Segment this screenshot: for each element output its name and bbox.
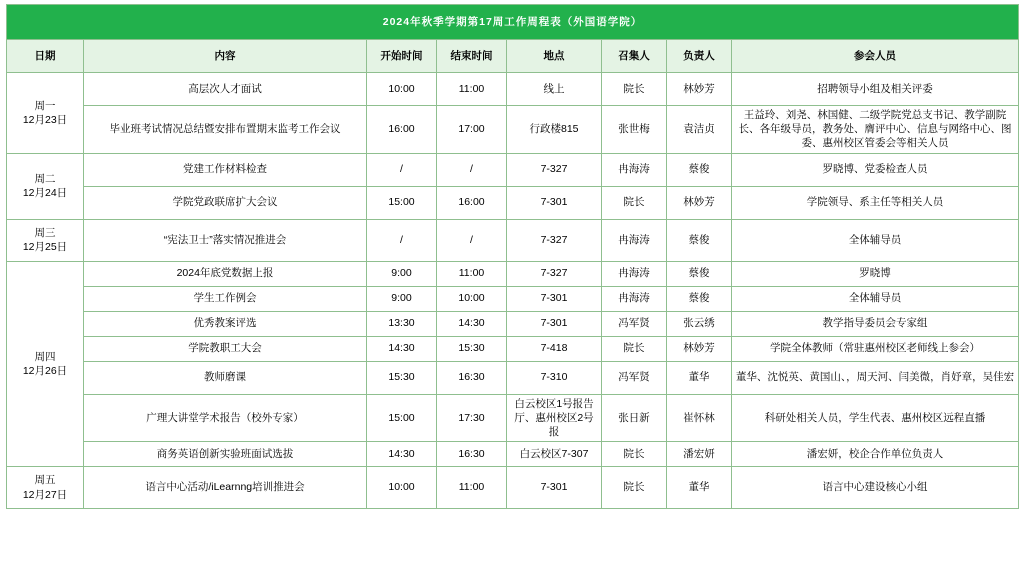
start-time-cell: 15:30: [367, 361, 437, 394]
place-cell: 白云校区1号报告厅、惠州校区2号报: [507, 394, 602, 442]
date-day: 12月24日: [22, 187, 68, 200]
content-cell: 党建工作材料检查: [84, 153, 367, 186]
date-day: 12月26日: [22, 364, 68, 377]
start-time-cell: 9:00: [367, 261, 437, 286]
owner-cell: 张云绣: [667, 311, 732, 336]
owner-cell: 蔡俊: [667, 219, 732, 261]
convener-cell: 冉海涛: [602, 153, 667, 186]
place-cell: 7-301: [507, 286, 602, 311]
title-row: [7, 5, 1019, 40]
content-cell: 广理大讲堂学术报告（校外专家）: [84, 394, 367, 442]
owner-cell: 林妙芳: [667, 186, 732, 219]
content-cell: 2024年底党数据上报: [84, 261, 367, 286]
attendees-cell: 潘宏妍，校企合作单位负责人: [732, 442, 1019, 467]
attendees-cell: 全体辅导员: [732, 219, 1019, 261]
content-cell: 优秀教案评选: [84, 311, 367, 336]
owner-cell: 潘宏妍: [667, 442, 732, 467]
schedule-body: [7, 5, 1019, 509]
owner-cell: 董华: [667, 361, 732, 394]
start-time-cell: /: [367, 153, 437, 186]
schedule-table: [6, 4, 1019, 509]
column-header-end-time: 结束时间: [437, 40, 507, 73]
start-time-cell: 14:30: [367, 336, 437, 361]
date-weekday: 周二: [34, 172, 56, 185]
start-time-cell: 16:00: [367, 106, 437, 154]
place-cell: 7-301: [507, 186, 602, 219]
end-time-cell: 17:30: [437, 394, 507, 442]
convener-cell: 院长: [602, 467, 667, 509]
convener-cell: 张日新: [602, 394, 667, 442]
place-cell: 7-301: [507, 311, 602, 336]
attendees-cell: 科研处相关人员，学生代表、惠州校区远程直播: [732, 394, 1019, 442]
convener-cell: 冯军贤: [602, 361, 667, 394]
page-title: 2024年秋季学期第17周工作周程表（外国语学院）: [7, 5, 1019, 40]
convener-cell: 冯军贤: [602, 311, 667, 336]
date-cell: [7, 261, 84, 467]
end-time-cell: 16:30: [437, 361, 507, 394]
table-row: [7, 186, 1019, 219]
attendees-cell: 董华、沈悦英、黄国山、，周天河、闫美微，肖妤章，吴佳宏: [732, 361, 1019, 394]
start-time-cell: 10:00: [367, 73, 437, 106]
attendees-cell: 王益玲、刘尧、林国健、二级学院党总支书记、教学副院长、各年级导员，教务处、膺评中心、信息与网络中心、图委、惠州校区管委会等相关人员: [732, 106, 1019, 154]
owner-cell: 林妙芳: [667, 336, 732, 361]
date-cell: [7, 467, 84, 509]
start-time-cell: /: [367, 219, 437, 261]
column-header-date: 日期: [7, 40, 84, 73]
content-cell: 教师磨课: [84, 361, 367, 394]
end-time-cell: 15:30: [437, 336, 507, 361]
place-cell: 7-327: [507, 219, 602, 261]
start-time-cell: 9:00: [367, 286, 437, 311]
place-cell: 行政楼815: [507, 106, 602, 154]
content-cell: 学院党政联席扩大会议: [84, 186, 367, 219]
convener-cell: 院长: [602, 336, 667, 361]
convener-cell: 张世梅: [602, 106, 667, 154]
table-row: [7, 336, 1019, 361]
table-row: [7, 73, 1019, 106]
owner-cell: 崔怀林: [667, 394, 732, 442]
place-cell: 7-310: [507, 361, 602, 394]
column-header-owner: 负责人: [667, 40, 732, 73]
column-header-attendees: 参会人员: [732, 40, 1019, 73]
owner-cell: 蔡俊: [667, 286, 732, 311]
start-time-cell: 15:00: [367, 186, 437, 219]
date-weekday: 周五: [34, 474, 56, 487]
content-cell: 学生工作例会: [84, 286, 367, 311]
table-row: [7, 219, 1019, 261]
date-weekday: 周一: [34, 99, 56, 112]
date-cell: [7, 219, 84, 261]
end-time-cell: 11:00: [437, 467, 507, 509]
table-row: [7, 153, 1019, 186]
date-weekday: 周三: [34, 226, 56, 239]
owner-cell: 林妙芳: [667, 73, 732, 106]
attendees-cell: 招聘领导小组及相关评委: [732, 73, 1019, 106]
end-time-cell: /: [437, 153, 507, 186]
date-day: 12月23日: [22, 113, 68, 126]
place-cell: 7-418: [507, 336, 602, 361]
place-cell: 7-301: [507, 467, 602, 509]
column-header-start-time: 开始时间: [367, 40, 437, 73]
end-time-cell: 17:00: [437, 106, 507, 154]
end-time-cell: 10:00: [437, 286, 507, 311]
table-header-row: [7, 40, 1019, 73]
start-time-cell: 14:30: [367, 442, 437, 467]
date-cell: [7, 73, 84, 154]
table-row: [7, 286, 1019, 311]
content-cell: 毕业班考试情况总结暨安排布置期末监考工作会议: [84, 106, 367, 154]
attendees-cell: 全体辅导员: [732, 286, 1019, 311]
table-row: [7, 467, 1019, 509]
attendees-cell: 语言中心建设核心小组: [732, 467, 1019, 509]
convener-cell: 院长: [602, 442, 667, 467]
table-row: [7, 311, 1019, 336]
convener-cell: 院长: [602, 186, 667, 219]
column-header-place: 地点: [507, 40, 602, 73]
end-time-cell: 16:30: [437, 442, 507, 467]
owner-cell: 蔡俊: [667, 153, 732, 186]
convener-cell: 冉海涛: [602, 286, 667, 311]
attendees-cell: 学院全体教师（常驻惠州校区老师线上参会）: [732, 336, 1019, 361]
date-day: 12月25日: [22, 241, 68, 254]
table-row: [7, 261, 1019, 286]
attendees-cell: 罗晓博、党委检查人员: [732, 153, 1019, 186]
table-row: [7, 442, 1019, 467]
content-cell: 商务英语创新实验班面试选拔: [84, 442, 367, 467]
owner-cell: 袁洁贞: [667, 106, 732, 154]
date-day: 12月27日: [22, 488, 68, 501]
start-time-cell: 13:30: [367, 311, 437, 336]
table-row: [7, 361, 1019, 394]
convener-cell: 冉海涛: [602, 219, 667, 261]
attendees-cell: 罗晓博: [732, 261, 1019, 286]
convener-cell: 院长: [602, 73, 667, 106]
place-cell: 7-327: [507, 153, 602, 186]
content-cell: 语言中心活动/iLearnng培训推进会: [84, 467, 367, 509]
place-cell: 白云校区7-307: [507, 442, 602, 467]
start-time-cell: 10:00: [367, 467, 437, 509]
column-header-content: 内容: [84, 40, 367, 73]
table-row: [7, 394, 1019, 442]
attendees-cell: 教学指导委员会专家组: [732, 311, 1019, 336]
owner-cell: 董华: [667, 467, 732, 509]
end-time-cell: 11:00: [437, 73, 507, 106]
place-cell: 7-327: [507, 261, 602, 286]
place-cell: 线上: [507, 73, 602, 106]
table-row: [7, 106, 1019, 154]
end-time-cell: /: [437, 219, 507, 261]
date-cell: [7, 153, 84, 219]
content-cell: “宪法卫士”落实情况推进会: [84, 219, 367, 261]
start-time-cell: 15:00: [367, 394, 437, 442]
content-cell: 学院教职工大会: [84, 336, 367, 361]
date-weekday: 周四: [34, 350, 56, 363]
owner-cell: 蔡俊: [667, 261, 732, 286]
convener-cell: 冉海涛: [602, 261, 667, 286]
end-time-cell: 16:00: [437, 186, 507, 219]
attendees-cell: 学院领导、系主任等相关人员: [732, 186, 1019, 219]
end-time-cell: 14:30: [437, 311, 507, 336]
end-time-cell: 11:00: [437, 261, 507, 286]
content-cell: 高层次人才面试: [84, 73, 367, 106]
column-header-convener: 召集人: [602, 40, 667, 73]
